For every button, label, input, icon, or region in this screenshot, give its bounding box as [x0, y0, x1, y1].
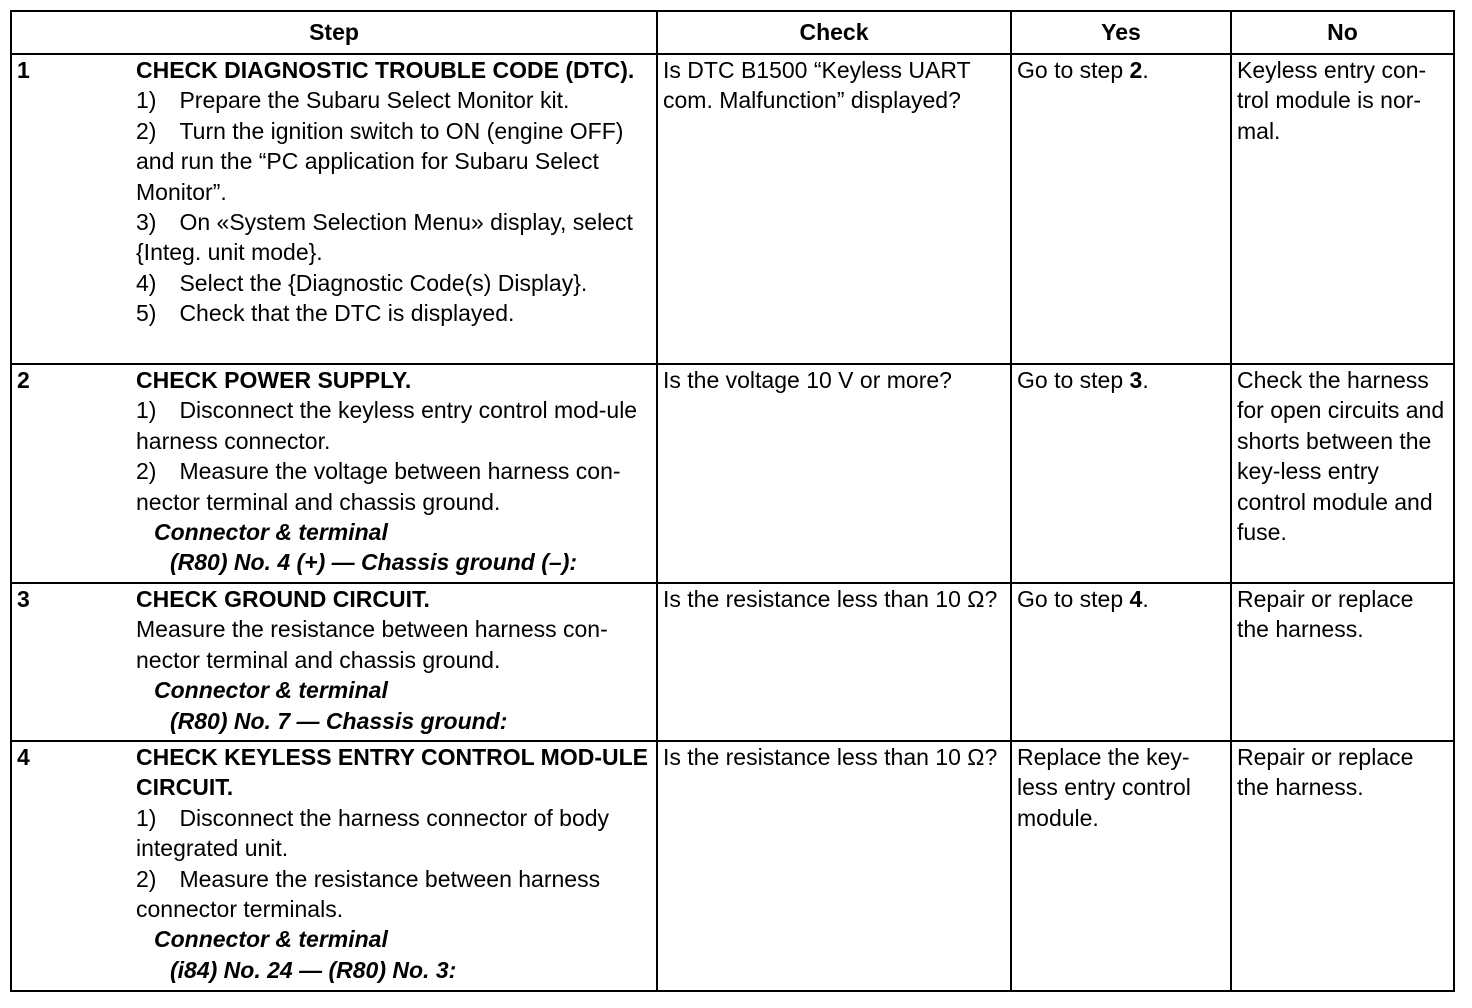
instruction: 1) Prepare the Subaru Select Monitor kit. [136, 87, 570, 114]
instruction: 5) Check that the DTC is displayed. [136, 300, 515, 327]
yes-suffix: . [1142, 57, 1149, 83]
instruction: Measure the resistance between harness con-nector terminal and chassis ground. [136, 616, 608, 673]
yes-suffix: . [1142, 586, 1149, 612]
step-cell [11, 583, 657, 741]
table-header-row [11, 11, 1454, 54]
yes-text: Go to step [1017, 367, 1130, 393]
check-cell: Is the resistance less than 10 Ω? [657, 583, 1011, 741]
yes-suffix: . [1142, 367, 1149, 393]
check-cell: Is the resistance less than 10 Ω? [657, 741, 1011, 991]
step-title: CHECK DIAGNOSTIC TROUBLE CODE (DTC). [136, 57, 635, 83]
yes-cell [1011, 583, 1231, 741]
instruction: 1) Disconnect the keyless entry control mod-ule harness connector. [136, 397, 638, 454]
header-check: Check [657, 11, 1011, 54]
no-cell: Check the harness for open circuits and shorts between the key-less entry control module and fuse. [1231, 364, 1454, 583]
connector-value: (R80) No. 7 — Chassis ground: [170, 707, 508, 734]
yes-cell [1011, 364, 1231, 583]
connector-label: Connector & terminal [154, 519, 388, 546]
header-yes: Yes [1011, 11, 1231, 54]
instruction: 3) On «System Selection Menu» display, select {Integ. unit mode}. [136, 209, 633, 266]
step-number: 4 [17, 744, 30, 770]
connector-label: Connector & terminal [154, 926, 388, 953]
instruction: 2) Measure the voltage between harness con-nector terminal and chassis ground. [136, 458, 621, 515]
yes-cell: Replace the key-less entry control module. [1011, 741, 1231, 991]
instruction: 1) Disconnect the harness connector of body integrated unit. [136, 804, 610, 862]
no-cell: Repair or replace the harness. [1231, 741, 1454, 991]
step-reference: 4 [1129, 586, 1143, 612]
instruction: 2) Measure the resistance between harness connector terminals. [136, 865, 601, 923]
connector-value: (i84) No. 24 — (R80) No. 3: [170, 956, 457, 983]
step-cell [11, 364, 657, 583]
step-cell [11, 54, 657, 364]
step-number: 1 [17, 57, 30, 83]
header-step: Step [11, 11, 657, 54]
step-number: 2 [17, 367, 30, 393]
step-title: CHECK POWER SUPPLY. [136, 367, 412, 393]
table-row [11, 54, 1454, 364]
instruction: 2) Turn the ignition switch to ON (engine OFF) and run the “PC application for Subaru Select Monitor”. [136, 117, 624, 205]
no-cell: Repair or replace the harness. [1231, 583, 1454, 741]
instruction: 4) Select the {Diagnostic Code(s) Display}. [136, 269, 588, 296]
step-title: CHECK GROUND CIRCUIT. [136, 586, 430, 612]
check-cell: Is the voltage 10 V or more? [657, 364, 1011, 583]
step-reference: 2 [1129, 57, 1143, 83]
step-number: 3 [17, 586, 30, 612]
step-reference: 3 [1129, 367, 1143, 393]
header-no: No [1231, 11, 1454, 54]
step-cell [11, 741, 657, 991]
yes-text: Go to step [1017, 57, 1130, 83]
table-row [11, 364, 1454, 583]
step-title: CHECK KEYLESS ENTRY CONTROL MOD-ULE CIRCUIT. [136, 744, 648, 801]
no-cell: Keyless entry con-trol module is nor-mal. [1231, 54, 1454, 364]
yes-cell [1011, 54, 1231, 364]
connector-value: (R80) No. 4 (+) — Chassis ground (–): [170, 549, 578, 576]
yes-text: Go to step [1017, 586, 1130, 612]
connector-label: Connector & terminal [154, 677, 388, 704]
table-row [11, 741, 1454, 991]
diagnostic-table [10, 10, 1455, 992]
check-cell: Is DTC B1500 “Keyless UART com. Malfunction” displayed? [657, 54, 1011, 364]
table-row [11, 583, 1454, 741]
